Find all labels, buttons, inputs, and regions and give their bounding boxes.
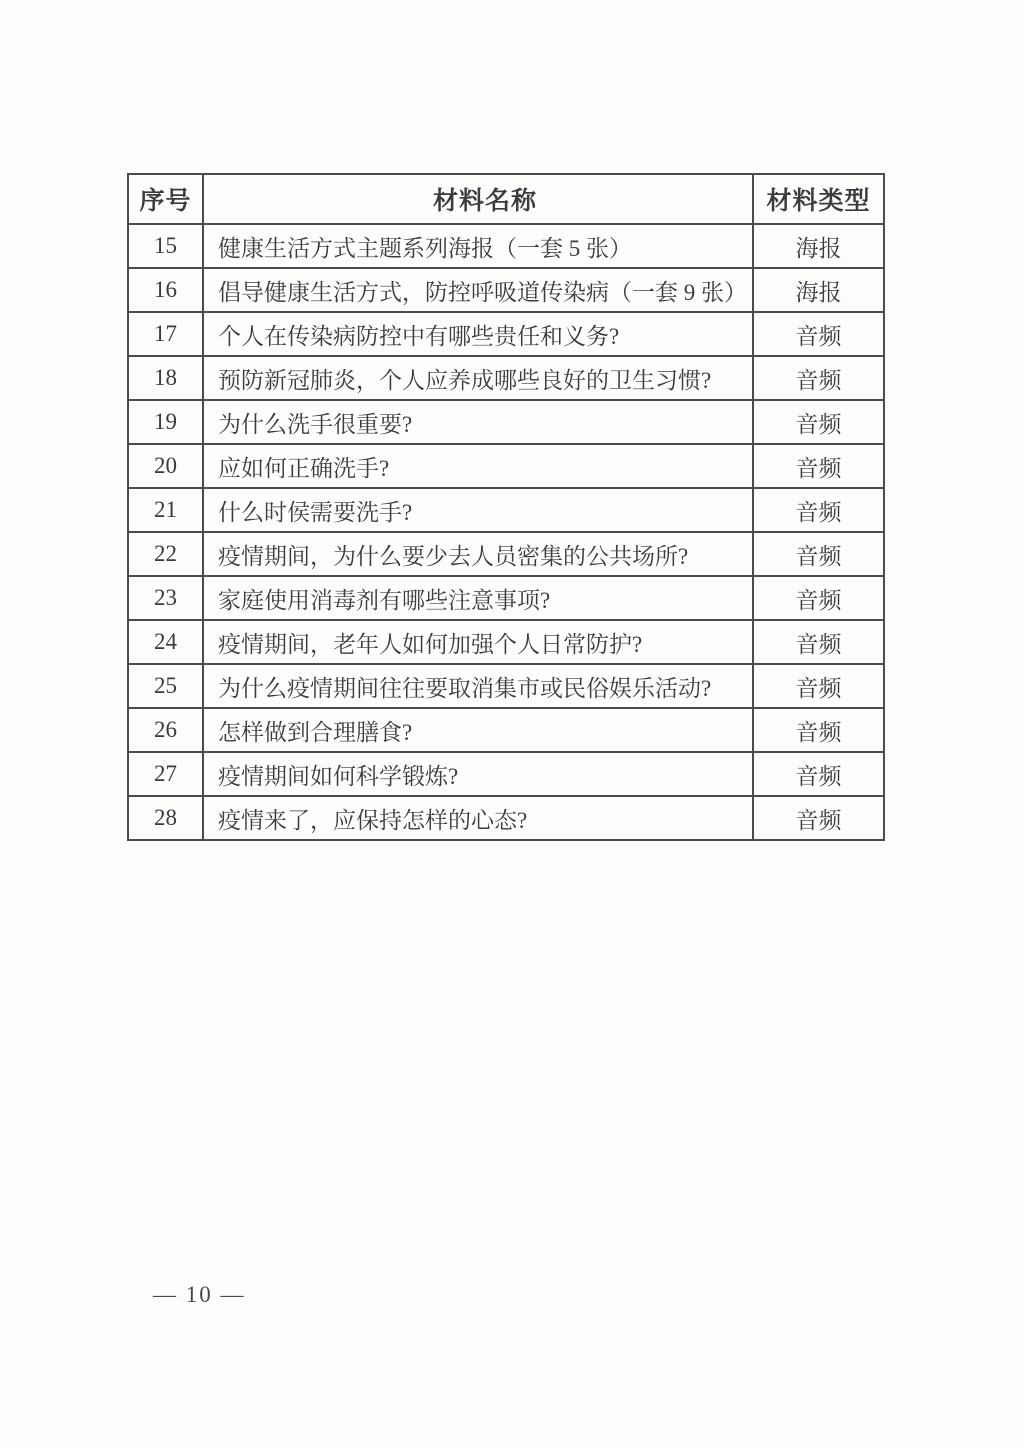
material-type-cell: 音频 xyxy=(753,400,884,444)
table-row xyxy=(128,312,884,356)
material-name-cell: 倡导健康生活方式，防控呼吸道传染病（一套 9 张） xyxy=(203,268,753,312)
material-type-cell: 音频 xyxy=(753,444,884,488)
row-serial-number-cell: 18 xyxy=(128,356,203,400)
row-serial-number-cell: 28 xyxy=(128,796,203,840)
material-type-cell: 音频 xyxy=(753,796,884,840)
row-serial-number-cell: 22 xyxy=(128,532,203,576)
material-type-cell: 音频 xyxy=(753,356,884,400)
material-type-cell: 音频 xyxy=(753,708,884,752)
table-row xyxy=(128,400,884,444)
row-serial-number-cell: 20 xyxy=(128,444,203,488)
header-material-type: 材料类型 xyxy=(753,174,884,224)
material-name-cell: 个人在传染病防控中有哪些贵任和义务? xyxy=(203,312,753,356)
material-name-cell: 家庭使用消毒剂有哪些注意事项? xyxy=(203,576,753,620)
material-name-cell: 什么时侯需要洗手? xyxy=(203,488,753,532)
row-serial-number-cell: 26 xyxy=(128,708,203,752)
table-row xyxy=(128,532,884,576)
material-name-cell: 健康生活方式主题系列海报（一套 5 张） xyxy=(203,224,753,268)
material-type-cell: 音频 xyxy=(753,752,884,796)
table-row xyxy=(128,752,884,796)
table-row xyxy=(128,444,884,488)
row-serial-number-cell: 21 xyxy=(128,488,203,532)
material-name-cell: 疫情期间，为什么要少去人员密集的公共场所? xyxy=(203,532,753,576)
row-serial-number-cell: 19 xyxy=(128,400,203,444)
material-type-cell: 音频 xyxy=(753,664,884,708)
table-row xyxy=(128,268,884,312)
table-row xyxy=(128,796,884,840)
table-row xyxy=(128,576,884,620)
materials-table xyxy=(127,173,885,841)
table-row xyxy=(128,664,884,708)
material-type-cell: 音频 xyxy=(753,576,884,620)
material-name-cell: 应如何正确洗手? xyxy=(203,444,753,488)
header-serial-number: 序号 xyxy=(128,174,203,224)
material-name-cell: 疫情来了，应保持怎样的心态? xyxy=(203,796,753,840)
material-name-cell: 怎样做到合理膳食? xyxy=(203,708,753,752)
material-name-cell: 为什么洗手很重要? xyxy=(203,400,753,444)
row-serial-number-cell: 17 xyxy=(128,312,203,356)
material-name-cell: 为什么疫情期间往往要取消集市或民俗娱乐活动? xyxy=(203,664,753,708)
material-name-cell: 预防新冠肺炎，个人应养成哪些良好的卫生习惯? xyxy=(203,356,753,400)
material-name-cell: 疫情期间，老年人如何加强个人日常防护? xyxy=(203,620,753,664)
material-type-cell: 音频 xyxy=(753,488,884,532)
table-row xyxy=(128,356,884,400)
row-serial-number-cell: 16 xyxy=(128,268,203,312)
row-serial-number-cell: 27 xyxy=(128,752,203,796)
row-serial-number-cell: 23 xyxy=(128,576,203,620)
table-row xyxy=(128,224,884,268)
table-header-row xyxy=(128,174,884,224)
table-row xyxy=(128,620,884,664)
material-type-cell: 音频 xyxy=(753,312,884,356)
material-type-cell: 海报 xyxy=(753,224,884,268)
page-number: — 10 — xyxy=(153,1282,246,1307)
table-body xyxy=(128,224,884,840)
row-serial-number-cell: 15 xyxy=(128,224,203,268)
material-type-cell: 音频 xyxy=(753,532,884,576)
table-row xyxy=(128,708,884,752)
table-row xyxy=(128,488,884,532)
material-name-cell: 疫情期间如何科学锻炼? xyxy=(203,752,753,796)
material-type-cell: 音频 xyxy=(753,620,884,664)
row-serial-number-cell: 24 xyxy=(128,620,203,664)
header-material-name: 材料名称 xyxy=(203,174,753,224)
material-type-cell: 海报 xyxy=(753,268,884,312)
row-serial-number-cell: 25 xyxy=(128,664,203,708)
